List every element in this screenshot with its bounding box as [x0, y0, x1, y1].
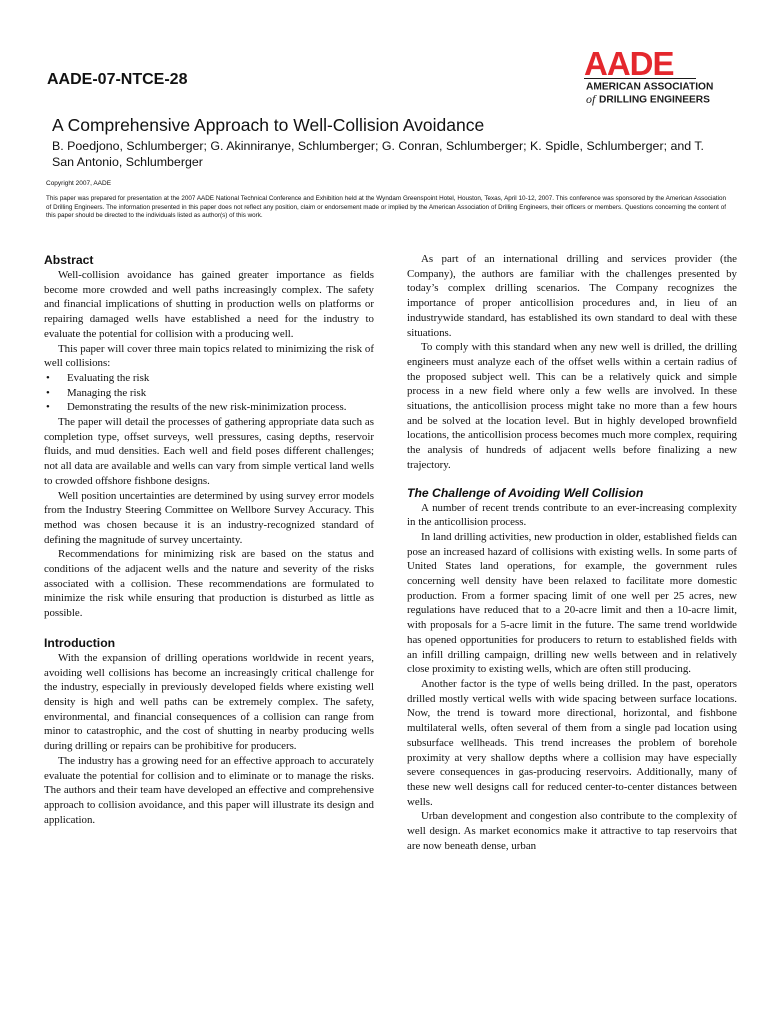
abstract-paragraph: Well-collision avoidance has gained greater importance as fields become more crowded and well paths increasingly complex. The safety and financial implications of shutting in production wells on platforms or repairing damaged wells have established a need for the industry to evaluate the potential for collision with a producing well.: [44, 269, 374, 340]
challenge-paragraph: Another factor is the type of wells being drilled. In the past, operators drilled mostly vertical wells with wide spacing between surface locations. Now, the trend is toward more directional, horizontal, and fishbone multilateral wells, often several of them from a single pad location using subsurface wellheads. This trend increases the problem of borehole proximity at very shallow depths where a collision may have especially severe consequences in gas-producing reservoirs. Additionally, many of these new well designs call for reduced center-to-center distances between wells.: [407, 677, 737, 808]
copyright: Copyright 2007, AADE: [46, 180, 112, 187]
introduction-paragraph: With the expansion of drilling operations worldwide in recent years, avoiding well collisions has become an increasingly critical challenge for the industry, especially in previously developed fields where existing well density is high and well paths can be extremely complex. The safety, environmental, and financial consequences of a collision can range from minor to catastrophic, and the cost of shutting in nearby producing wells during drilling or repairs can be prohibitive for producers.: [44, 651, 374, 753]
left-column: [44, 252, 374, 827]
topic-list: [44, 371, 374, 415]
aade-logo: [566, 44, 714, 110]
introduction-paragraph: To comply with this standard when any new well is drilled, the drilling engineers must analyze each of the offset wells within a certain radius of the proposed subject well. This can be a relatively quick and simple process in a new field where only a few wells are involved. In these situations, the anticollision process might take no more than a few hours and be solved at the location level. But in highly developed brownfield locations, the anticollision process becomes much more complex, requiring the analysis of hundreds of adjacent wells before finalizing a new trajectory.: [407, 341, 737, 471]
paper-title: A Comprehensive Approach to Well-Collision Avoidance: [52, 115, 485, 135]
introduction-paragraph: The industry has a growing need for an effective approach to accurately evaluate the potential for collision and to eliminate or to manage the risks. The authors and their team have developed an effective and comprehensive approach to collision avoidance, and this paper will illustrate its design and application.: [44, 754, 374, 826]
list-item: • Managing the risk: [44, 386, 374, 401]
introduction-paragraph: As part of an international drilling and services provider (the Company), the authors are familiar with the challenges presented by today’s complex drilling scenarios. The Company recognizes the importance of proper anticollision procedures and, in lieu of an industrywide standard, has established its own standard to deal with these situations.: [407, 253, 737, 339]
abstract-section: [44, 252, 374, 621]
abstract-paragraph: Well position uncertainties are determined by using survey error models from the Industry Steering Committee on Wellbore Survey Accuracy. This method was chosen because it is an industry-recognized standard of defining the magnitude of survey uncertainty.: [44, 489, 374, 546]
list-item: • Demonstrating the results of the new risk-minimization process.: [44, 400, 374, 415]
right-column: [407, 252, 737, 853]
logo-line2-prefix: of: [586, 92, 596, 106]
challenge-paragraph: Urban development and congestion also contribute to the complexity of well design. As market economics make it attractive to tap reservoirs that are now beneath dense, urban: [407, 810, 737, 852]
challenge-paragraph: A number of recent trends contribute to an ever-increasing complexity in the anticollision process.: [407, 501, 737, 529]
abstract-paragraph: Recommendations for minimizing risk are based on the status and conditions of the adjacent wells and the nature and severity of the risks associated with a collision. These recommendations are formulated to minimize the risk while ensuring that production is disturbed as little as possible.: [44, 548, 374, 620]
logo-line1: AMERICAN ASSOCIATION: [586, 81, 714, 93]
introduction-heading: Introduction: [44, 635, 116, 650]
challenge-heading: The Challenge of Avoiding Well Collision: [407, 485, 644, 500]
logo-acronym: AADE: [584, 45, 674, 82]
abstract-heading: Abstract: [44, 253, 94, 267]
introduction-section: [44, 635, 374, 827]
logo-line2: DRILLING ENGINEERS: [599, 94, 710, 106]
list-item: • Evaluating the risk: [44, 371, 374, 386]
authors: B. Poedjono, Schlumberger; G. Akinniranye, Schlumberger; G. Conran, Schlumberger; K. Spidle, Schlumberger; and T. San Antonio, Schlumberger: [52, 139, 704, 169]
paper-id: AADE-07-NTCE-28: [47, 71, 188, 88]
challenge-section: [407, 485, 737, 854]
abstract-paragraph: This paper will cover three main topics related to minimizing the risk of well collisions:: [44, 342, 374, 370]
challenge-paragraph: In land drilling activities, new production in older, established fields can pose an increased hazard of collisions with existing wells. In some parts of United States land operations, for example, the government rules concerning well density have been relaxed to facilitate more domestic production. From a former spacing limit of one well per 25 acres, new regulations have reduced that to a 20-acre limit and then a 10-acre limit, with proposals for a 5-acre limit in the future. The same trend worldwide has opened opportunities for producers to return to established fields with an infill drilling campaign, drilling new wells between and in relatively close proximity to existing wells, which are often still producing.: [407, 530, 737, 676]
abstract-paragraph: The paper will detail the processes of gathering appropriate data such as completion type, offset surveys, well pressures, casing depths, reservoir fluids, and mud densities. Each well and field poses different challenges; not all data are available and wells can vary from simple vertical land wells to crowded offshore fishbone designs.: [44, 416, 374, 487]
conference-notice: This paper was prepared for presentation at the 2007 AADE National Technical Conference and Exhibition held at the Wyndam Greenspoint Hotel, Houston, Texas, April 10-12, 2007. This conference was sponsored by the American Association of Drilling Engineers. The information presented in this paper does not reflect any position, claim or endorsement made or implied by the American Association of Drilling Engineers, their officers or members. Questions concerning the content of this paper should be directed to the individuals listed as author(s) of this work.: [46, 195, 726, 220]
